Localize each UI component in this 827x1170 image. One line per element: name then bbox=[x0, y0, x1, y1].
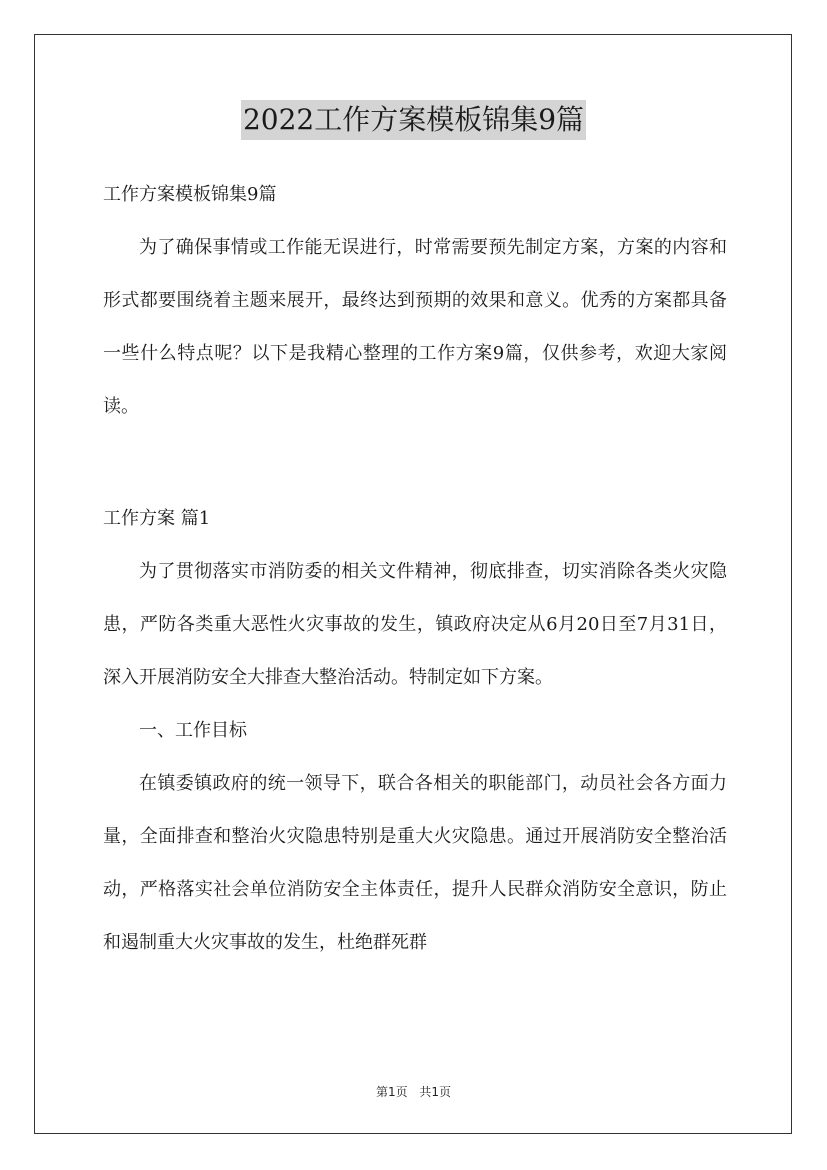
section-paragraph: 为了贯彻落实市消防委的相关文件精神，彻底排查，切实消除各类火灾隐患，严防各类重大恶性火灾事故的发生，镇政府决定从6月20日至7月31日，深入开展消防安全大排查大整治活动。特制定如下方案。 bbox=[103, 561, 727, 688]
section-1 bbox=[103, 492, 727, 969]
page-footer bbox=[0, 1083, 827, 1100]
intro-paragraph: 为了确保事情或工作能无误进行，时常需要预先制定方案，方案的内容和形式都要围绕着主题来展开，最终达到预期的效果和意义。优秀的方案都具备一些什么特点呢？以下是我精心整理的工作方案9篇，仅供参考，欢迎大家阅读。 bbox=[103, 237, 727, 417]
page-number: 第1页 bbox=[375, 1085, 408, 1099]
section-heading: 工作方案 篇1 bbox=[103, 508, 211, 529]
page-total: 共1页 bbox=[419, 1085, 452, 1099]
document-subtitle: 工作方案模板锦集9篇 bbox=[103, 184, 277, 205]
title-container bbox=[0, 100, 827, 140]
section-paragraph: 在镇委镇政府的统一领导下，联合各相关的职能部门，动员社会各方面力量，全面排查和整治火灾隐患特别是重大火灾隐患。通过开展消防安全整治活动，严格落实社会单位消防安全主体责任，提升人民群众消防安全意识，防止和遏制重大火灾事故的发生，杜绝群死群 bbox=[103, 773, 727, 953]
document-title: 2022工作方案模板锦集9篇 bbox=[241, 100, 586, 140]
document-body bbox=[103, 168, 727, 433]
section-subheading: 一、工作目标 bbox=[139, 720, 247, 741]
